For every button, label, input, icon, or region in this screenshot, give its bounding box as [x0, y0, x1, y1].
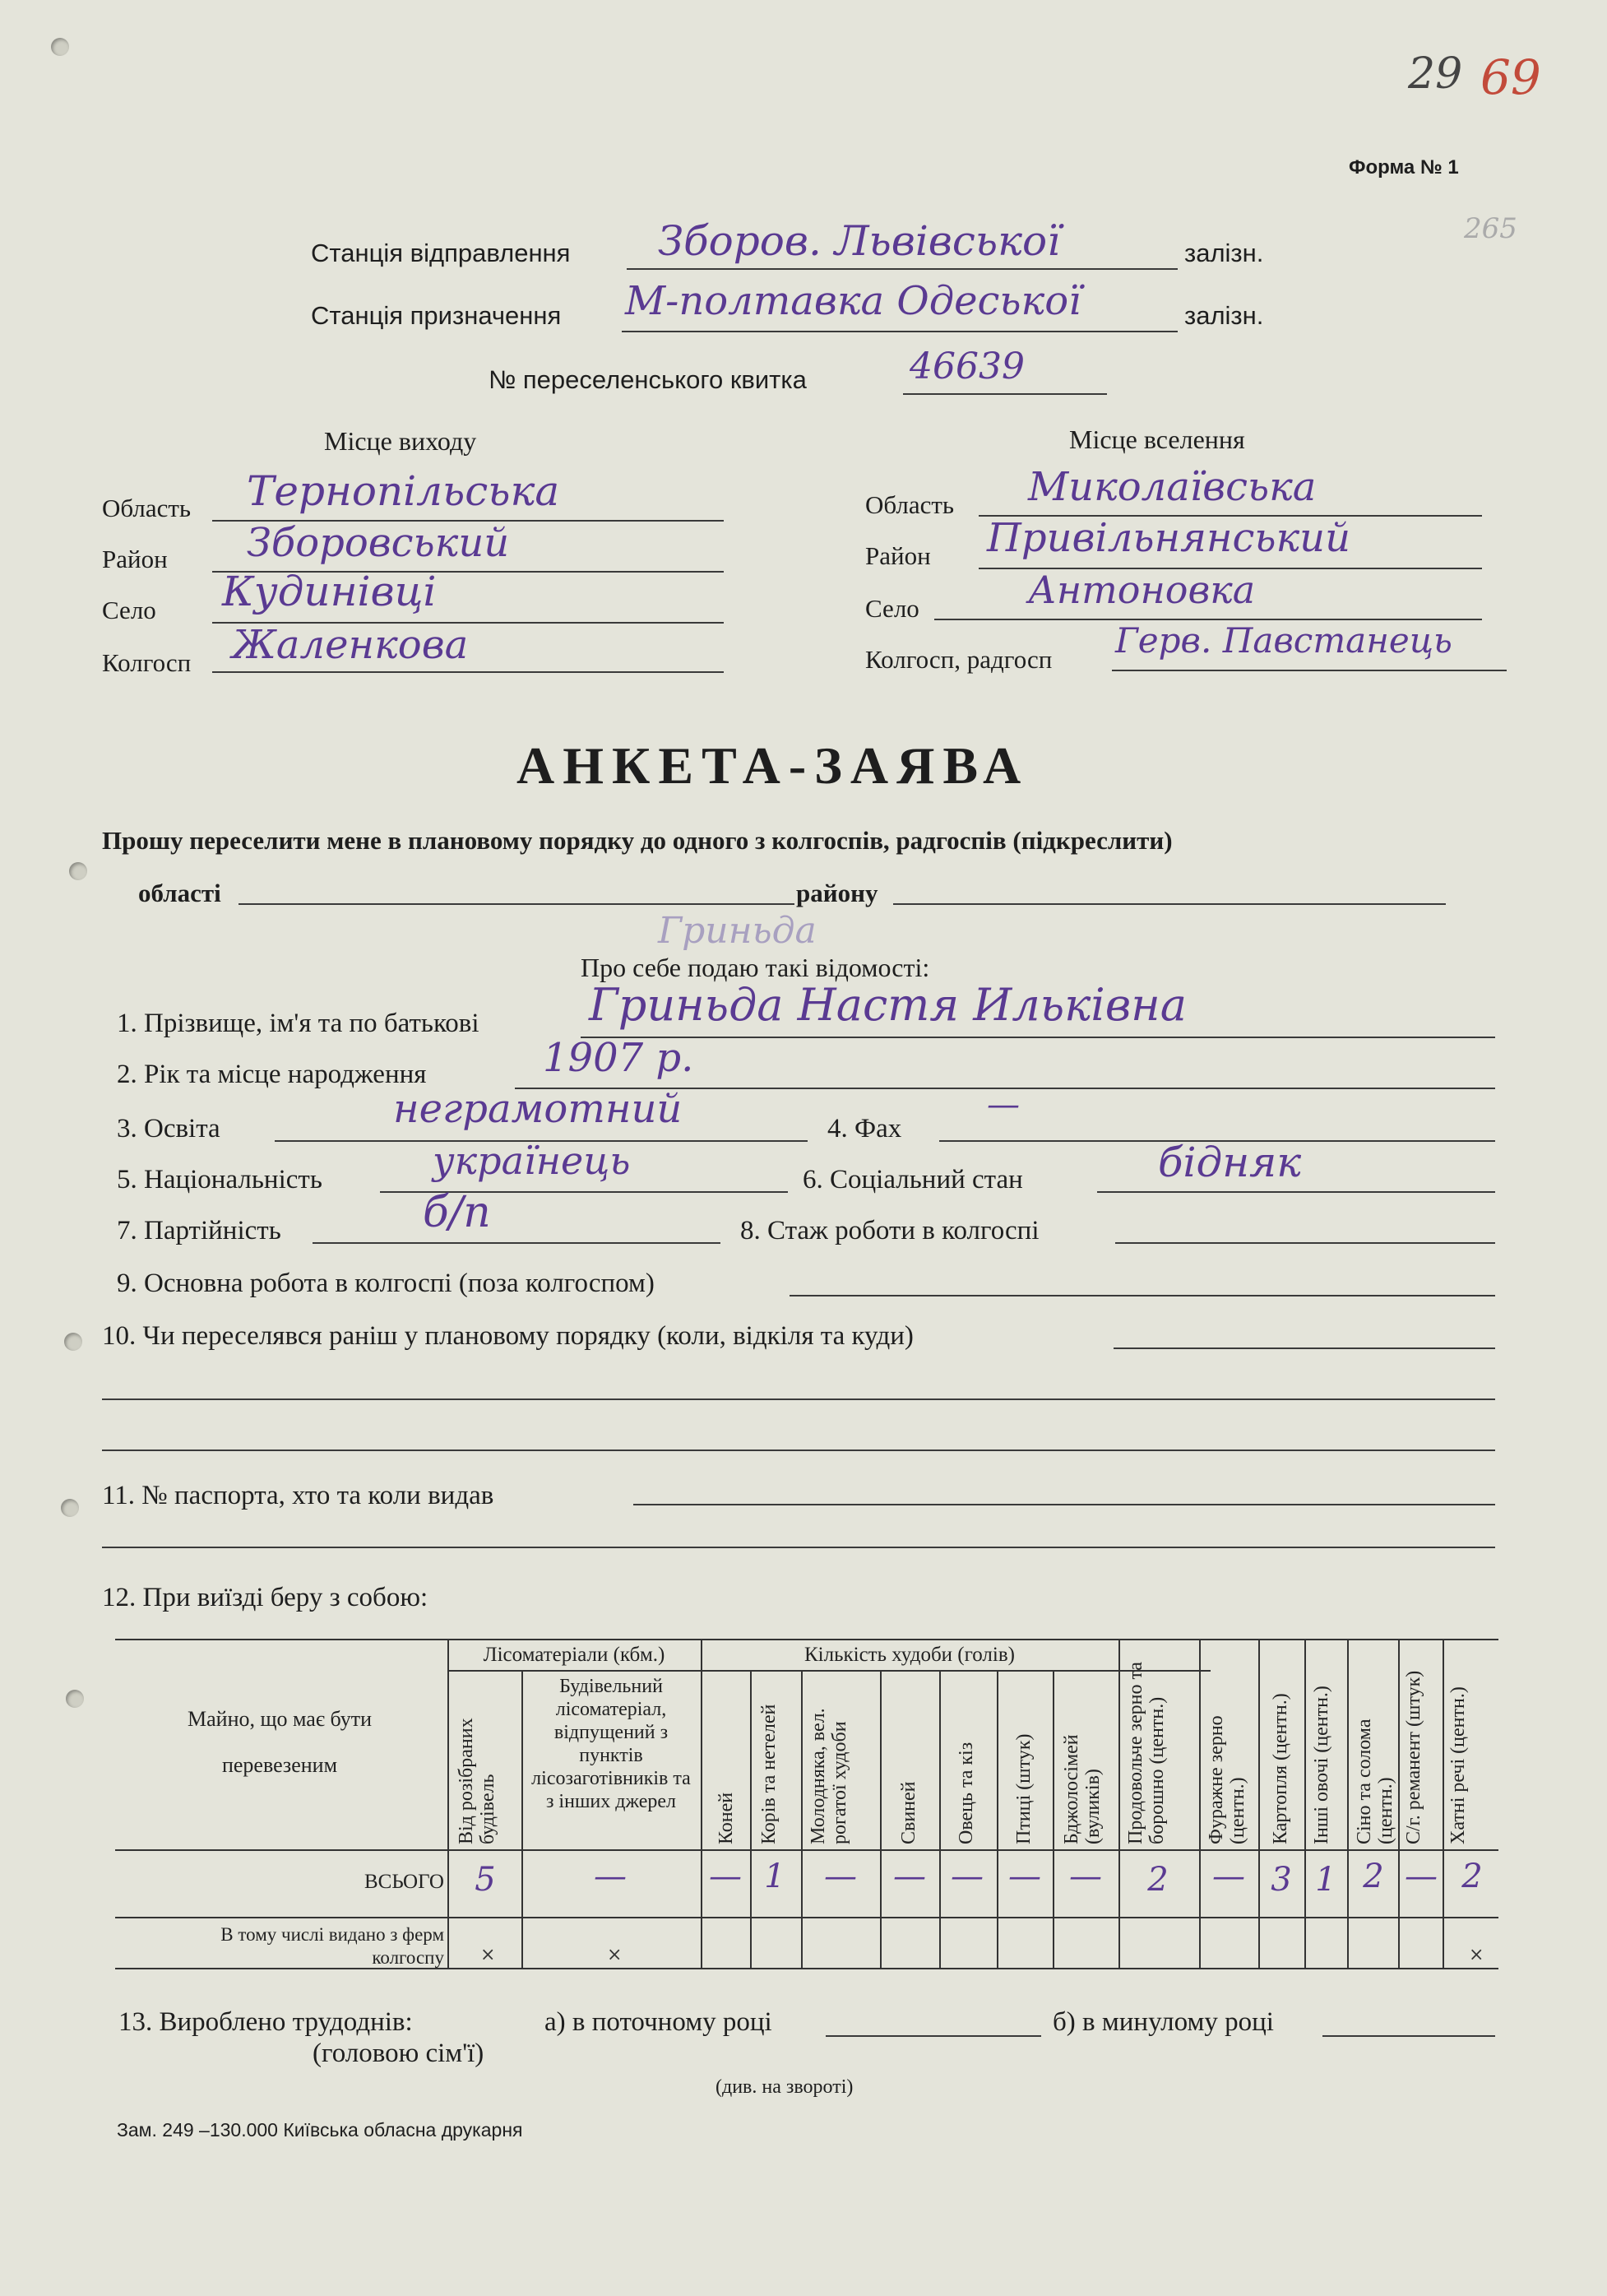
page-number-faint: 265	[1464, 212, 1517, 245]
total-cows: 1	[764, 1858, 785, 1895]
field13-label: 13. Вироблено трудоднів:	[118, 2007, 413, 2037]
printer-imprint: Зам. 249 –130.000 Київська обласна друкарня	[117, 2119, 523, 2141]
field7-value: б/п	[423, 1188, 491, 1237]
origin-selo-label: Село	[102, 596, 156, 624]
origin-kolhosp-line	[212, 671, 724, 673]
field9-label: 9. Основна робота в колгоспі (поза колгоспом)	[117, 1269, 655, 1298]
table-rule	[1118, 1639, 1120, 1968]
field13-sublabel: (головою сім'ї)	[313, 2039, 484, 2068]
table-rule	[750, 1670, 752, 1968]
field2-label: 2. Рік та місце народження	[117, 1060, 427, 1089]
group-timber: Лісоматеріали (кбм.)	[483, 1644, 665, 1666]
table-rule	[1199, 1639, 1201, 1968]
total-vegetables: 1	[1315, 1861, 1336, 1899]
punch-hole	[66, 1690, 84, 1708]
origin-raion-label: Район	[102, 545, 168, 573]
total-young: —	[824, 1858, 857, 1895]
field10-line-b	[102, 1398, 1495, 1400]
property-table	[115, 1639, 1498, 1968]
ticket-label: № переселенського квитка	[489, 365, 807, 394]
table-rule	[1258, 1639, 1260, 1968]
departure-value: Зборов. Львівської	[658, 217, 1061, 265]
see-reverse: (див. на звороті)	[716, 2076, 854, 2098]
field11-line-a	[633, 1504, 1495, 1505]
total-house: 2	[1461, 1858, 1483, 1895]
field1-line	[581, 1037, 1495, 1038]
total-grain: 2	[1147, 1861, 1169, 1899]
form-number: Форма № 1	[1349, 156, 1459, 179]
origin-kolhosp-value: Жаленкова	[232, 622, 469, 668]
punch-hole	[61, 1499, 79, 1517]
page-number-new: 69	[1480, 49, 1541, 105]
field11-label: 11. № паспорта, хто та коли видав	[102, 1481, 494, 1510]
origin-kolhosp-label: Колгосп	[102, 648, 192, 677]
field5-value: українець	[433, 1139, 631, 1183]
dest-selo-value: Антоновка	[1028, 568, 1256, 612]
col-pigs: Свиней	[898, 1781, 919, 1844]
field6-label: 6. Соціальний стан	[803, 1165, 1023, 1194]
field3-label: 3. Освіта	[117, 1114, 220, 1143]
request-oblast-label: області	[138, 879, 221, 907]
table-rule	[701, 1639, 702, 1968]
origin-heading: Місце виходу	[324, 426, 477, 456]
departure-label: Станція відправлення	[311, 239, 571, 267]
field13-current-label: а) в поточному році	[544, 2007, 772, 2037]
table-rule	[939, 1670, 941, 1968]
dest-kolhosp-value: Герв. Павстанець	[1115, 620, 1452, 661]
field6-line	[1097, 1191, 1495, 1193]
dest-raion-value: Привільнянський	[987, 515, 1351, 561]
table-rule	[447, 1670, 1211, 1672]
row-total-label: ВСЬОГО	[364, 1871, 444, 1893]
field7-label: 7. Партійність	[117, 1216, 281, 1245]
col-cows: Корів та нетелей	[758, 1704, 780, 1844]
field12-label: 12. При виїзді беру з собою:	[102, 1583, 428, 1612]
total-dismantled: 5	[475, 1861, 496, 1899]
table-rule	[447, 1639, 449, 1968]
row-farms-label: В тому числі видано з ферм колгоспу	[220, 1924, 444, 1968]
col-horses: Коней	[716, 1792, 737, 1844]
col-vegetables: Інші овочі (центн.)	[1311, 1686, 1332, 1844]
col-bees: Бджолосімей (вуликів)	[1061, 1734, 1104, 1844]
destination-label: Станція призначення	[311, 301, 562, 330]
field2-value: 1907 р.	[543, 1035, 694, 1081]
field7-line	[313, 1242, 720, 1244]
origin-oblast-value: Тернопільська	[247, 467, 560, 515]
total-pigs: —	[893, 1858, 926, 1895]
total-bees: —	[1069, 1858, 1102, 1895]
field11-line-b	[102, 1547, 1495, 1548]
col-hay: Сіно та солома (центн.)	[1354, 1719, 1396, 1844]
destination-heading: Місце вселення	[1069, 424, 1245, 454]
table-rule	[1304, 1639, 1306, 1968]
col-property: Майно, що має бути перевезеним	[188, 1707, 372, 1777]
request-text: Прошу переселити мене в плановому порядку до одного з колгоспів, радгоспів (підкреслити)	[102, 826, 1173, 855]
info-heading: Про себе подаю такі відомості:	[581, 953, 930, 982]
col-poultry: Птиці (штук)	[1013, 1733, 1035, 1844]
col-grain: Продовольче зерно та борошно (центн.)	[1125, 1662, 1168, 1844]
total-fodder: —	[1212, 1858, 1245, 1895]
cross-mark: ×	[480, 1945, 496, 1965]
col-dismantled: Від розібраних будівель	[456, 1718, 498, 1844]
field1-label: 1. Прізвище, ім'я та по батькові	[117, 1009, 479, 1038]
table-rule	[521, 1670, 523, 1968]
dest-oblast-value: Миколаївська	[1028, 464, 1317, 510]
total-potatoes: 3	[1271, 1861, 1292, 1899]
total-sheep: —	[951, 1858, 984, 1895]
departure-suffix: залізн.	[1184, 239, 1264, 267]
field13-previous-line	[1322, 2035, 1495, 2037]
field1-value: Гриньда Настя Ильківна	[589, 979, 1187, 1031]
departure-line	[627, 268, 1178, 270]
table-rule	[1398, 1639, 1400, 1968]
field5-label: 5. Національність	[117, 1165, 322, 1194]
total-horses: —	[709, 1858, 742, 1895]
field10-label: 10. Чи переселявся раніш у плановому порядку (коли, відкіля та куди)	[102, 1321, 914, 1351]
total-tools: —	[1405, 1858, 1438, 1895]
dest-kolhosp-line	[1112, 670, 1507, 671]
col-potatoes: Картопля (центн.)	[1270, 1693, 1291, 1844]
field10-line-c	[102, 1449, 1495, 1451]
destination-line	[622, 331, 1178, 332]
origin-oblast-label: Область	[102, 494, 192, 522]
table-rule	[115, 1917, 1498, 1918]
dest-kolhosp-label: Колгосп, радгосп	[865, 645, 1053, 674]
cross-mark: ×	[1469, 1945, 1484, 1965]
group-cattle: Кількість худоби (голів)	[804, 1644, 1015, 1666]
form-title: АНКЕТА-ЗАЯВА	[516, 736, 1030, 795]
col-tools: С/г. реманент (штук)	[1403, 1670, 1424, 1844]
table-rule	[997, 1670, 998, 1968]
field13-current-line	[826, 2035, 1041, 2037]
table-rule	[880, 1670, 882, 1968]
field8-label: 8. Стаж роботи в колгоспі	[740, 1216, 1040, 1245]
request-raion-label: району	[796, 879, 878, 907]
ticket-line	[903, 393, 1107, 395]
annotation-above-name: Гриньда	[658, 910, 817, 952]
total-hay: 2	[1363, 1858, 1384, 1895]
col-house: Хатні речі (центн.)	[1447, 1686, 1469, 1844]
field4-label: 4. Фах	[827, 1114, 902, 1143]
field3-value: неграмотний	[393, 1086, 683, 1132]
total-building-timber: —	[594, 1858, 627, 1895]
punch-hole	[51, 38, 69, 56]
dest-raion-label: Район	[865, 541, 931, 570]
table-rule	[1053, 1670, 1054, 1968]
field10-line-a	[1114, 1347, 1495, 1349]
request-raion-line	[893, 903, 1446, 905]
field13-previous-label: б) в минулому році	[1053, 2007, 1274, 2037]
col-sheep: Овець та кіз	[956, 1742, 977, 1844]
field6-value: бідняк	[1158, 1139, 1302, 1186]
col-young: Молодняка, вел. рогатої худоби	[808, 1708, 850, 1844]
table-rule	[1347, 1639, 1349, 1968]
destination-suffix: залізн.	[1184, 301, 1264, 330]
col-building-timber: Будівельний лісоматеріал, відпущений з пунктів лісозаготівників та з інших джерел	[531, 1676, 691, 1812]
field4-value: —	[987, 1086, 1020, 1124]
table-rule	[1443, 1639, 1444, 1968]
table-rule	[115, 1849, 1498, 1851]
dest-oblast-label: Область	[865, 490, 955, 519]
total-poultry: —	[1008, 1858, 1041, 1895]
table-rule	[115, 1639, 1498, 1640]
ticket-value: 46639	[910, 346, 1025, 387]
cross-mark: ×	[607, 1945, 623, 1965]
request-oblast-line	[239, 903, 794, 905]
page-number-old: 29	[1408, 49, 1463, 99]
table-rule	[801, 1670, 803, 1968]
destination-value: М-полтавка Одеської	[625, 278, 1081, 324]
punch-hole	[69, 862, 87, 880]
origin-selo-value: Кудинівці	[222, 568, 437, 615]
dest-selo-label: Село	[865, 594, 919, 623]
field8-line	[1115, 1242, 1495, 1244]
field9-line	[790, 1295, 1495, 1296]
col-fodder: Фуражне зерно (центн.)	[1206, 1715, 1248, 1844]
origin-raion-value: Зборовський	[247, 520, 510, 566]
punch-hole	[64, 1333, 82, 1351]
